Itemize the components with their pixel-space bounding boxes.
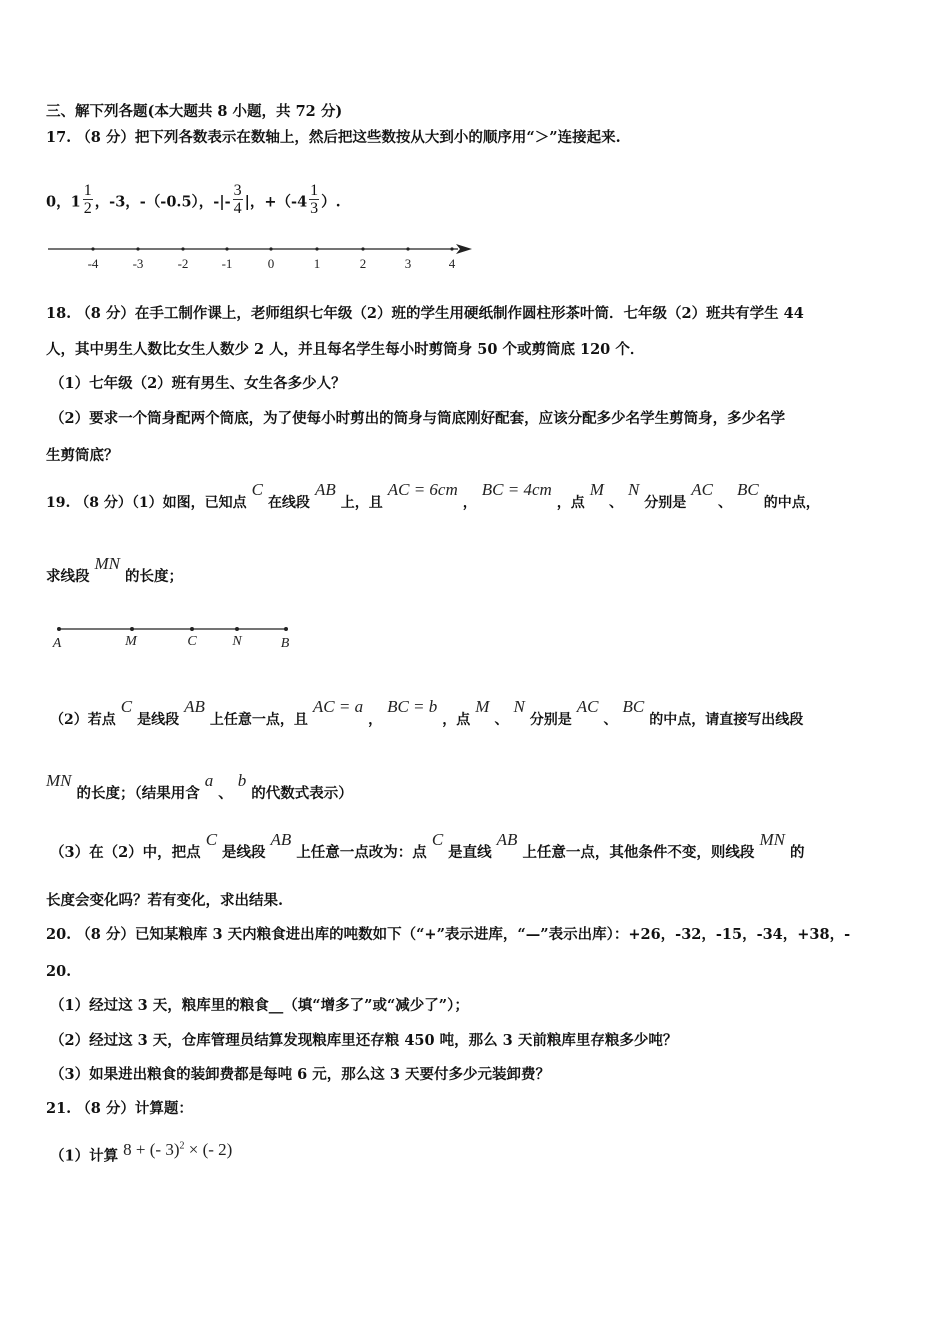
tick-dot — [136, 247, 139, 250]
equation-ac: AC = 6cm — [387, 480, 458, 499]
point-n: N — [627, 480, 640, 499]
axis-label: 2 — [359, 256, 367, 271]
point-c: C — [251, 480, 263, 499]
label-c: C — [187, 634, 197, 649]
q17-num-c: |，+（-4 — [244, 193, 308, 211]
section-heading: 三、解下列各题(本大题共 8 小题，共 72 分) — [46, 103, 343, 120]
q17-num-d: ）. — [321, 193, 341, 211]
segment-bc: BC — [737, 480, 759, 499]
segment-ab: AB — [314, 480, 336, 499]
axis-label: -2 — [177, 256, 189, 271]
q19-line-5: （3）在（2）中，把点C是线段AB上任意一点改为：点C是直线AB上任意一点，其他条件不变，则线段MN的 — [50, 830, 805, 861]
q20-line-1: 20. （8 分）已知某粮库 3 天内粮食进出库的吨数如下（“+”表示进库，“—”表示出库）：+26，-32，-15，-34，+38，- — [46, 926, 851, 943]
q17-num-a: 0，1 — [46, 193, 81, 211]
point-m-dot — [130, 627, 134, 631]
axis-label: -3 — [132, 256, 144, 271]
q18-part-2b: 生剪筒底？ — [46, 447, 119, 464]
q18-part-1: （1）七年级（2）班有男生、女生各多少人？ — [50, 375, 346, 392]
label-n: N — [232, 634, 242, 649]
q20-part-1: （1）经过这 3 天，粮库里的粮食__（填“增多了”或“减少了”）； — [50, 997, 469, 1014]
point-a-dot — [57, 627, 61, 631]
equation-bc: BC = 4cm — [481, 480, 552, 499]
tick-dot — [269, 247, 272, 250]
tick-dot — [361, 247, 364, 250]
tick-dot — [225, 247, 228, 250]
axis-label: 1 — [313, 256, 321, 271]
q17-num-b: ，-3，-（-0.5），-|- — [94, 193, 231, 211]
point-m: M — [589, 480, 604, 499]
point-b-dot — [284, 627, 288, 631]
q21-expression: 8 + (- 3)$^2$ × (- 2) — [123, 1139, 233, 1159]
tick-dot — [406, 247, 409, 250]
q21-stem: 21. （8 分）计算题： — [46, 1100, 193, 1117]
segment-mn: MN — [94, 554, 120, 573]
q17-numbers — [46, 182, 910, 220]
q19-line-1: 19. （8 分）（1）如图，已知点C在线段AB上，且AC = 6cm，BC = 4cm，点M、N分别是AC、BC的中点， — [46, 480, 820, 511]
q21-part-1: （1）计算 8 + (- 3)$^2$ × (- 2) — [50, 1139, 233, 1165]
axis-label: 3 — [404, 256, 412, 271]
tick-dot — [450, 247, 453, 250]
tick-dot — [181, 247, 184, 250]
point-c-dot — [190, 627, 194, 631]
label-a: A — [52, 636, 62, 651]
q17-fraction-2: $\frac{3}{4}$ — [233, 182, 242, 217]
tick-dot — [91, 247, 94, 250]
segment-ac: AC — [691, 480, 714, 499]
q19-line-3: （2）若点C是线段AB上任意一点，且AC = a，BC = b，点M、N分别是AC、BC的中点，请直接写出线段 — [50, 697, 804, 728]
q19-line-2: 求线段MN的长度； — [46, 554, 183, 585]
q18-line-1: 18. （8 分）在手工制作课上，老师组织七年级（2）班的学生用硬纸制作圆柱形茶叶筒．七年级（2）班共有学生 44 — [46, 305, 804, 322]
q20-part-2: （2）经过这 3 天，仓库管理员结算发现粮库里还存粮 450 吨，那么 3 天前粮库里存粮多少吨？ — [50, 1032, 678, 1049]
axis-label: 0 — [267, 256, 275, 271]
number-line — [46, 238, 486, 278]
tick-dot — [315, 247, 318, 250]
segment-figure — [50, 620, 300, 654]
axis-label: -1 — [221, 256, 233, 271]
label-m: M — [125, 634, 137, 649]
q19-line-6: 长度会变化吗？若有变化，求出结果. — [46, 892, 284, 909]
q17-fraction-1: $\frac{1}{2}$ — [83, 182, 92, 217]
axis-label: -4 — [87, 256, 99, 271]
q19-line-4: MN的长度；（结果用含a、b的代数式表示） — [46, 771, 353, 802]
q17-fraction-3: $\frac{1}{3}$ — [310, 182, 319, 217]
label-b: B — [280, 636, 290, 651]
point-n-dot — [235, 627, 239, 631]
axis-label: 4 — [448, 256, 456, 271]
q20-part-3: （3）如果进出粮食的装卸费都是每吨 6 元，那么这 3 天要付多少元装卸费？ — [50, 1066, 550, 1083]
q20-line-2: 20. — [46, 963, 72, 980]
q17-stem: 17. （8 分）把下列各数表示在数轴上，然后把这些数按从大到小的顺序用“＞”连接起来. — [46, 129, 621, 146]
q18-part-2a: （2）要求一个筒身配两个筒底，为了使每小时剪出的筒身与筒底刚好配套，应该分配多少名学生剪筒身，多少名学 — [50, 410, 786, 427]
q18-line-2: 人，其中男生人数比女生人数少 2 人，并且每名学生每小时剪筒身 50 个或剪筒底 120 个． — [46, 341, 645, 358]
